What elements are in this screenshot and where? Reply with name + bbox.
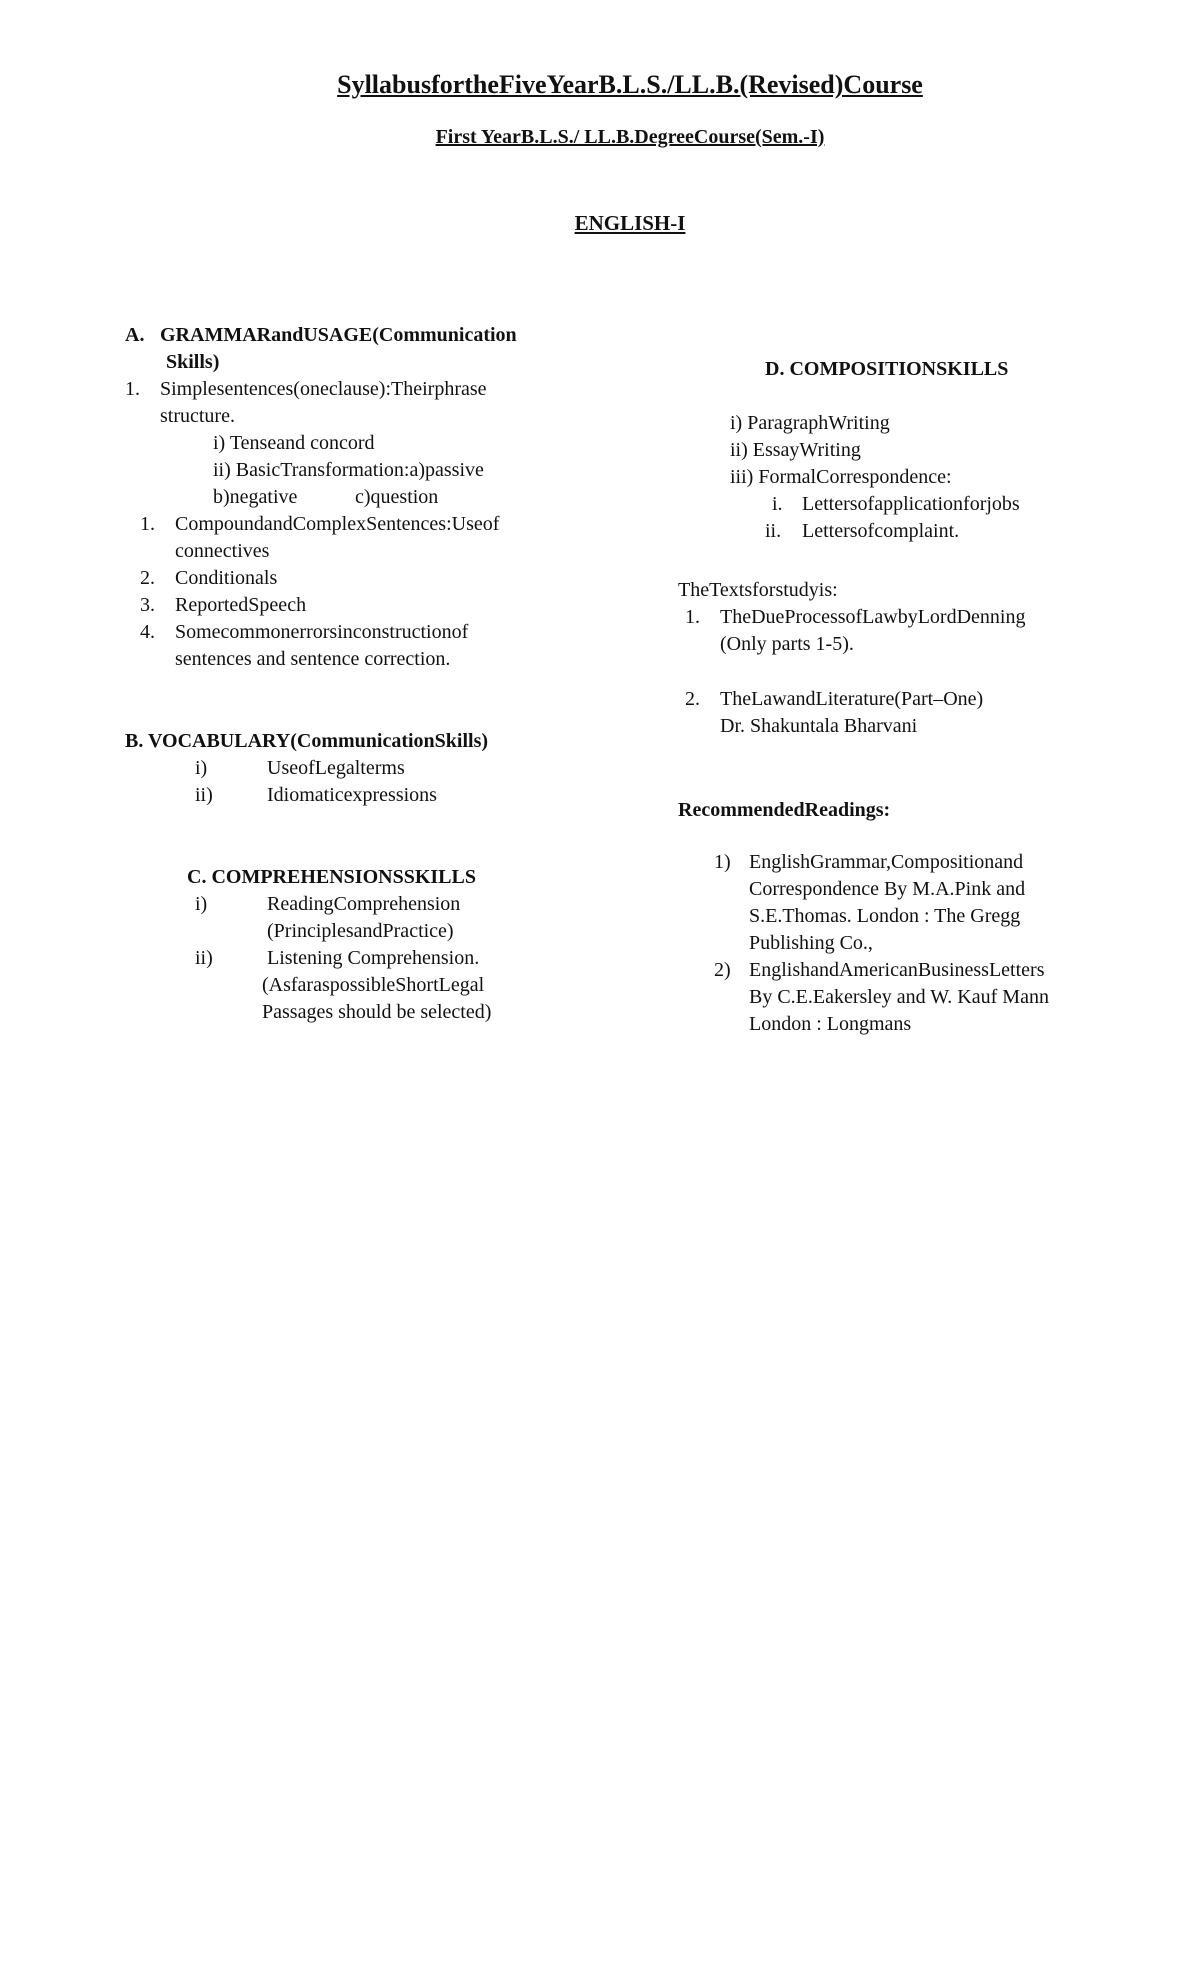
list-item-number: i) xyxy=(195,893,208,915)
list-item: Simplesentences(oneclause):Theirphrase xyxy=(160,378,487,400)
list-item-number: 2. xyxy=(140,567,155,589)
list-item: UseofLegalterms xyxy=(267,757,405,779)
sub-item-cont: b)negative xyxy=(213,486,298,508)
list-item: ii) EssayWriting xyxy=(730,439,861,461)
section-b-title: B. VOCABULARY(CommunicationSkills) xyxy=(125,730,489,752)
list-item-number: ii. xyxy=(765,520,782,542)
list-item: EnglishandAmericanBusinessLetters xyxy=(749,959,1045,981)
list-item: Lettersofcomplaint. xyxy=(802,520,960,542)
list-item-number: 1. xyxy=(685,606,700,628)
list-item-number: i. xyxy=(772,493,783,515)
section-c-title: C. COMPREHENSIONSSKILLS xyxy=(187,866,476,888)
document-subtitle: First YearB.L.S./ LL.B.DegreeCourse(Sem.-I) xyxy=(435,126,825,148)
list-item-cont: S.E.Thomas. London : The Gregg xyxy=(749,905,1021,927)
list-item-number: ii) xyxy=(195,947,213,969)
document-title: SyllabusfortheFiveYearB.L.S./LL.B.(Revised)Course xyxy=(337,70,923,99)
section-d-title: D. COMPOSITIONSKILLS xyxy=(765,358,1009,380)
list-item: iii) FormalCorrespondence: xyxy=(730,466,952,488)
list-item-number: 1) xyxy=(714,851,731,873)
list-item: Idiomaticexpressions xyxy=(267,784,437,806)
list-item-number: 4. xyxy=(140,621,155,643)
section-a-title: GRAMMARandUSAGE(Communication xyxy=(160,324,517,346)
list-item-number: 2. xyxy=(685,688,700,710)
list-item: TheLawandLiterature(Part–One) xyxy=(720,688,984,710)
list-item: i) ParagraphWriting xyxy=(730,412,890,434)
section-a-marker: A. xyxy=(125,324,145,346)
list-item: CompoundandComplexSentences:Useof xyxy=(175,513,500,535)
list-item-number: 2) xyxy=(714,959,731,981)
subject-heading: ENGLISH-I xyxy=(574,211,686,235)
sub-item: ii) BasicTransformation:a)passive xyxy=(213,459,484,481)
list-item: Lettersofapplicationforjobs xyxy=(802,493,1020,515)
list-item: Somecommonerrorsinconstructionof xyxy=(175,621,469,643)
list-item: ReportedSpeech xyxy=(175,594,307,616)
list-item-number: 1. xyxy=(140,513,155,535)
list-item: TheDueProcessofLawbyLordDenning xyxy=(720,606,1026,628)
sub-item: i) Tenseand concord xyxy=(213,432,375,454)
list-item-cont: London : Longmans xyxy=(749,1013,912,1035)
list-item-number: 3. xyxy=(140,594,155,616)
list-item-cont: sentences and sentence correction. xyxy=(175,648,451,670)
list-item-cont: structure. xyxy=(160,405,235,427)
list-item: EnglishGrammar,Compositionand xyxy=(749,851,1024,873)
list-item-cont: (PrinciplesandPractice) xyxy=(267,920,454,942)
list-item: Listening Comprehension. xyxy=(267,947,480,969)
list-item: Conditionals xyxy=(175,567,278,589)
readings-heading: RecommendedReadings: xyxy=(678,799,891,821)
list-item-number: 1. xyxy=(125,378,140,400)
list-item-cont: By C.E.Eakersley and W. Kauf Mann xyxy=(749,986,1049,1008)
list-item-cont: connectives xyxy=(175,540,270,562)
list-item-cont: Passages should be selected) xyxy=(262,1001,492,1023)
list-item-number: ii) xyxy=(195,784,213,806)
texts-heading: TheTextsforstudyis: xyxy=(678,579,838,601)
sub-item-cont: c)question xyxy=(355,486,439,508)
list-item-number: i) xyxy=(195,757,208,779)
list-item-cont: (AsfaraspossibleShortLegal xyxy=(262,974,485,996)
list-item-cont: (Only parts 1-5). xyxy=(720,633,854,655)
list-item: ReadingComprehension xyxy=(267,893,461,915)
list-item-cont: Publishing Co., xyxy=(749,932,873,954)
section-a-title-cont: Skills) xyxy=(166,351,220,373)
list-item-cont: Dr. Shakuntala Bharvani xyxy=(720,715,918,737)
list-item-cont: Correspondence By M.A.Pink and xyxy=(749,878,1026,900)
